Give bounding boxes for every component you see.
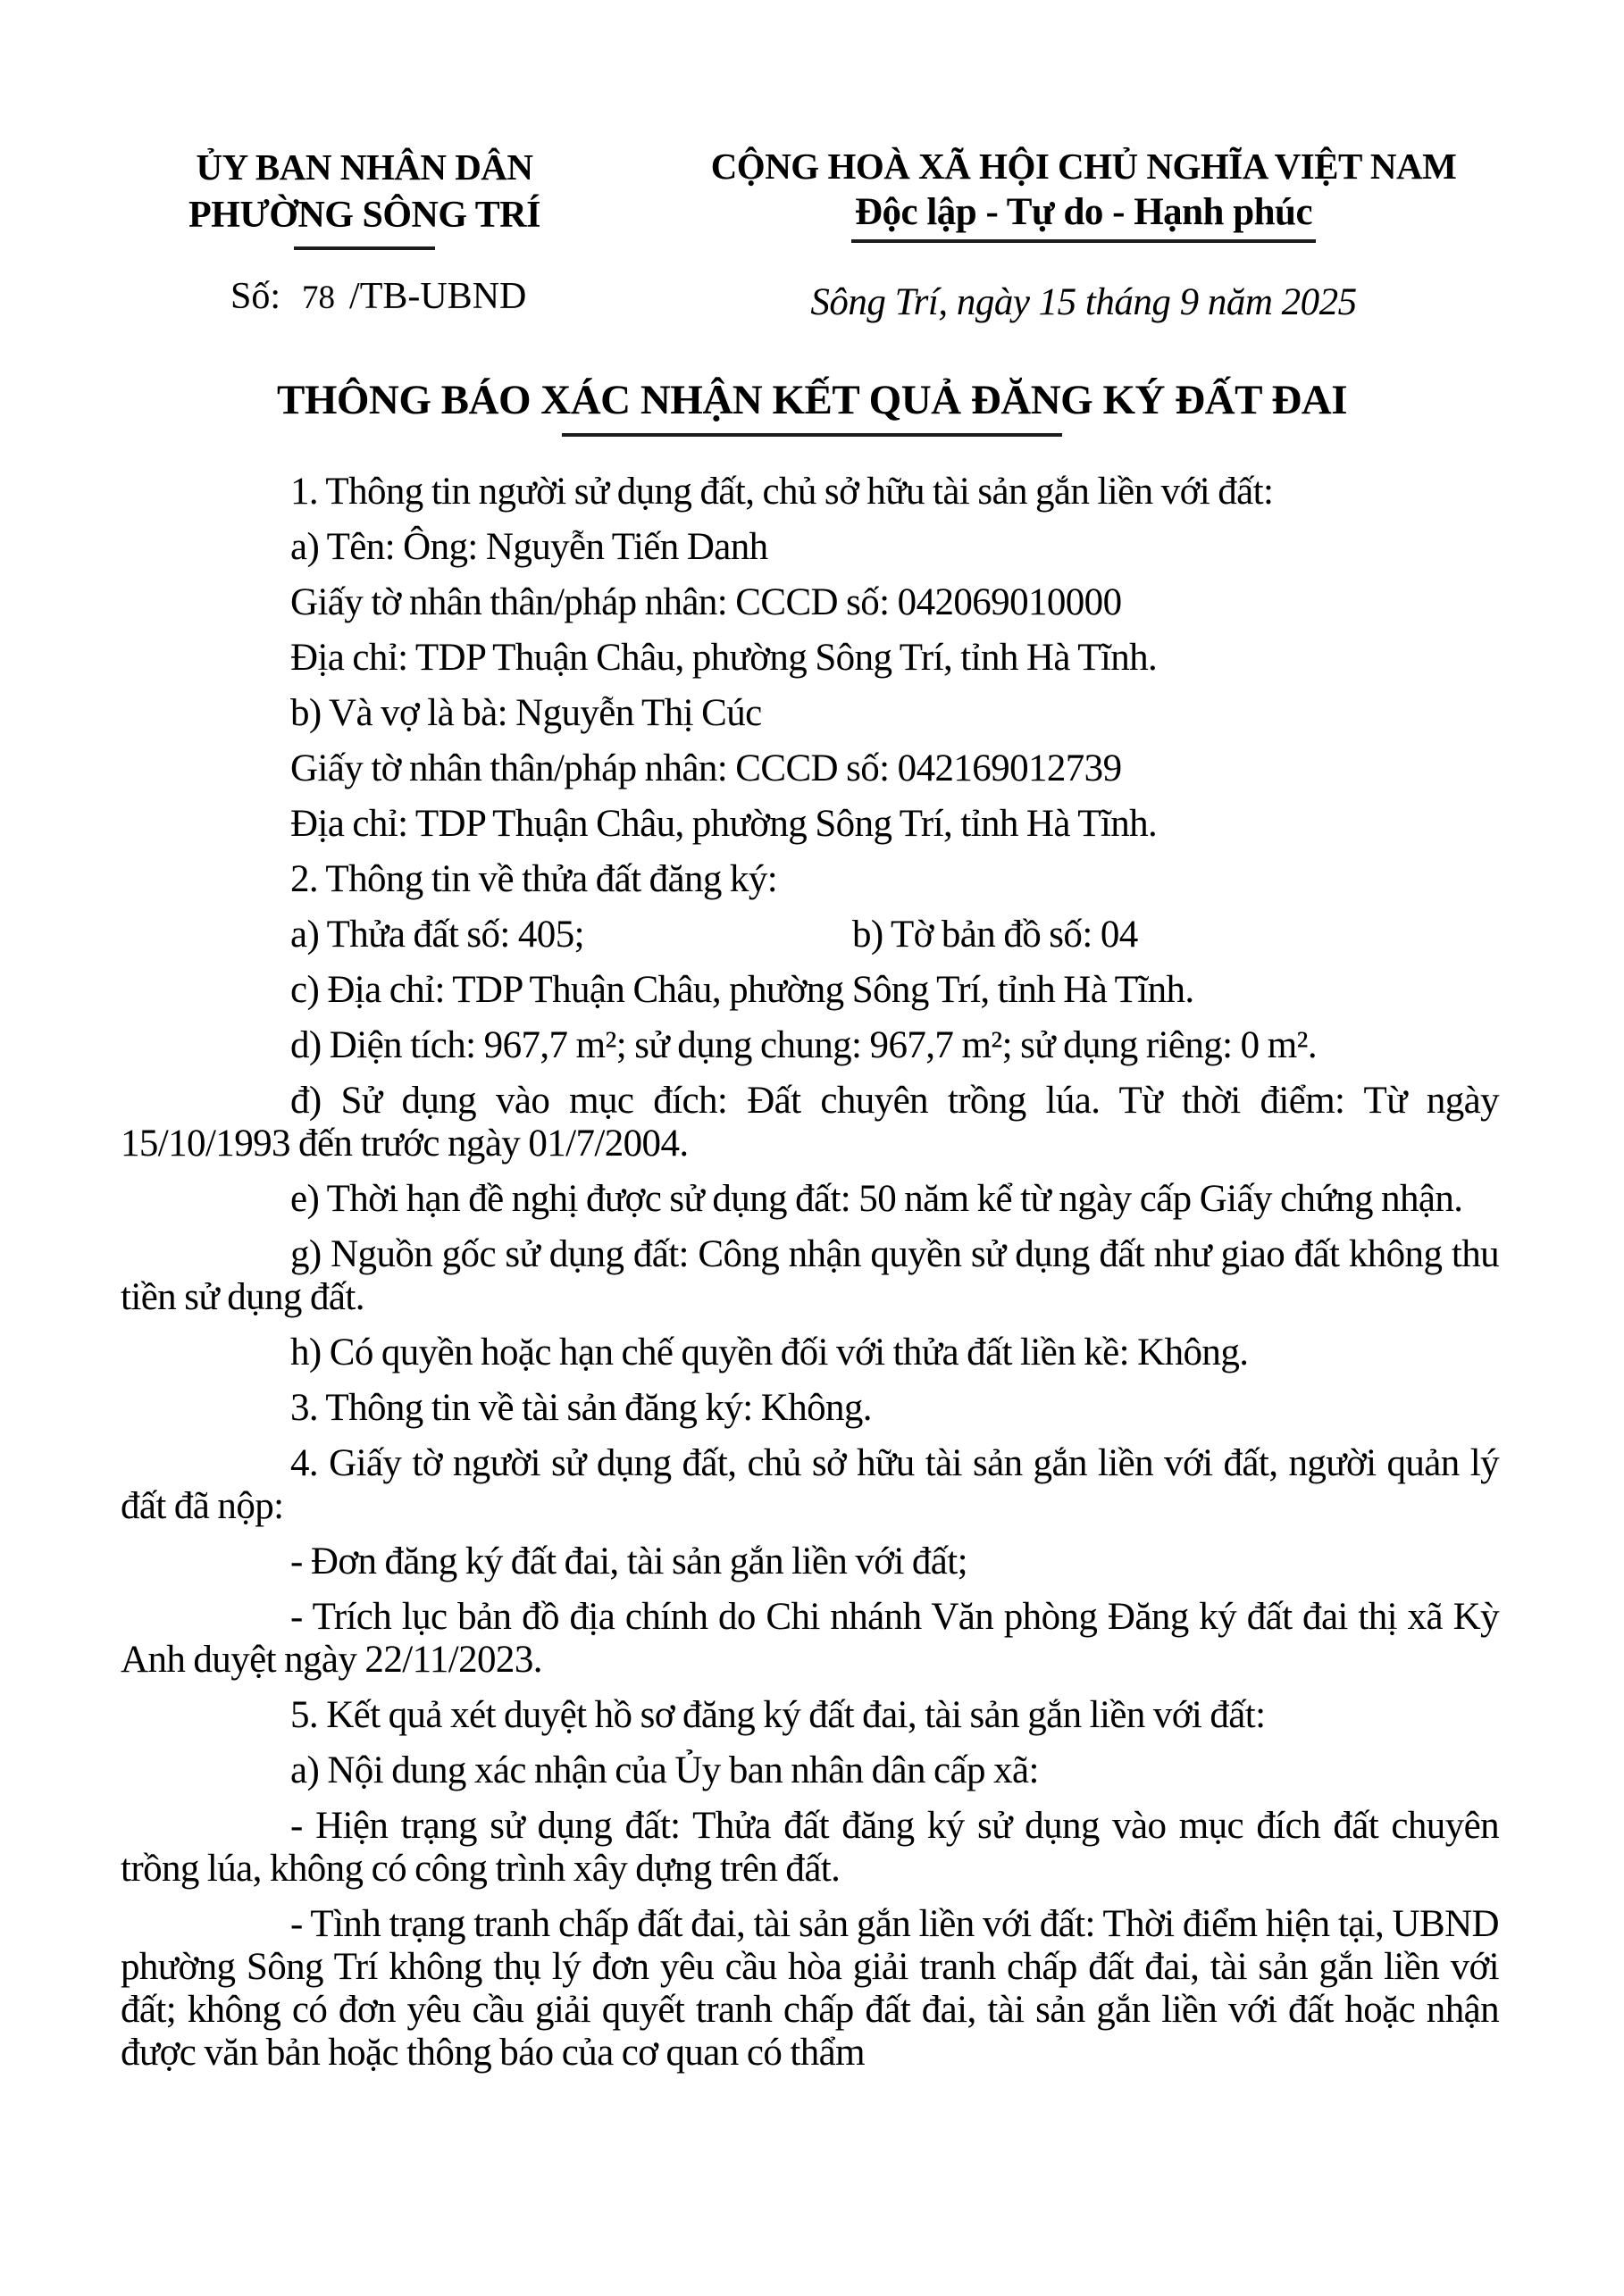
paragraph: 2. Thông tin về thửa đất đăng ký:	[290, 858, 778, 900]
issuer-underline	[294, 246, 435, 250]
paragraph: e) Thời hạn đề nghị được sử dụng đất: 50 năm kể từ ngày cấp Giấy chứng nhận.	[290, 1178, 1463, 1220]
paragraph: Địa chỉ: TDP Thuận Châu, phường Sông Trí, tỉnh Hà Tĩnh.	[290, 803, 1158, 845]
national-motto: Độc lập - Tự do - Hạnh phúc	[851, 189, 1316, 243]
map-sheet-text: b) Tờ bản đồ số: 04	[851, 914, 1138, 956]
document-number-label: Số:	[230, 276, 281, 317]
document-body	[121, 471, 1499, 2075]
document-number	[105, 275, 624, 318]
document-title: THÔNG BÁO XÁC NHẬN KẾT QUẢ ĐĂNG KÝ ĐẤT ĐAI	[276, 377, 1348, 423]
paragraph: 1. Thông tin người sử dụng đất, chủ sở hữu tài sản gắn liền với đất:	[290, 471, 1274, 513]
paragraph: a) Nội dung xác nhận của Ủy ban nhân dân cấp xã:	[290, 1749, 1039, 1791]
paragraph: - Đơn đăng ký đất đai, tài sản gắn liền với đất;	[290, 1540, 967, 1582]
paragraph: a) Tên: Ông: Nguyễn Tiến Danh	[290, 526, 768, 568]
paragraph: h) Có quyền hoặc hạn chế quyền đối với thửa đất liền kề: Không.	[290, 1332, 1249, 1373]
issuing-authority-block	[105, 143, 624, 324]
paragraph: đ) Sử dụng vào mục đích: Đất chuyên trồng lúa. Từ thời điểm: Từ ngày 15/10/1993 đến trước ngày 01/7/2004.	[121, 1080, 1499, 1165]
paragraph: 4. Giấy tờ người sử dụng đất, chủ sở hữu tài sản gắn liền với đất, người quản lý đất đã nộp:	[121, 1442, 1499, 1527]
paragraph: - Trích lục bản đồ địa chính do Chi nhánh Văn phòng Đăng ký đất đai thị xã Kỳ Anh duyệt ngày 22/11/2023.	[121, 1596, 1499, 1681]
paragraph: d) Diện tích: 967,7 m²; sử dụng chung: 967,7 m²; sử dụng riêng: 0 m².	[290, 1024, 1317, 1066]
paragraph: c) Địa chỉ: TDP Thuận Châu, phường Sông Trí, tỉnh Hà Tĩnh.	[290, 969, 1194, 1011]
paragraph: Giấy tờ nhân thân/pháp nhân: CCCD số: 042169012739	[290, 747, 1122, 789]
paragraph: Địa chỉ: TDP Thuận Châu, phường Sông Trí, tỉnh Hà Tĩnh.	[290, 637, 1158, 679]
document-number-value: 78	[302, 280, 336, 316]
national-motto-block	[673, 143, 1494, 324]
document-number-suffix: /TB-UBND	[349, 276, 527, 317]
paragraph	[121, 914, 1499, 956]
paragraph: b) Và vợ là bà: Nguyễn Thị Cúc	[290, 692, 762, 734]
parcel-number-text: a) Thửa đất số: 405;	[290, 914, 584, 956]
place-dateline: Sông Trí, ngày 15 tháng 9 năm 2025	[810, 281, 1357, 323]
title-block	[0, 376, 1624, 437]
issuer-org-name: PHƯỜNG SÔNG TRÍ	[188, 195, 540, 236]
title-underline	[562, 433, 1062, 437]
issuer-parent-org: ỦY BAN NHÂN DÂN	[196, 146, 533, 188]
document-header	[0, 0, 1624, 324]
paragraph: 5. Kết quả xét duyệt hồ sơ đăng ký đất đai, tài sản gắn liền với đất:	[290, 1694, 1266, 1736]
paragraph: g) Nguồn gốc sử dụng đất: Công nhận quyền sử dụng đất như giao đất không thu tiền sử dụng đất.	[121, 1233, 1499, 1318]
paragraph: 3. Thông tin về tài sản đăng ký: Không.	[290, 1387, 872, 1429]
national-name: CỘNG HOÀ XÃ HỘI CHỦ NGHĨA VIỆT NAM	[710, 146, 1457, 187]
paragraph: - Hiện trạng sử dụng đất: Thửa đất đăng ký sử dụng vào mục đích đất chuyên trồng lúa, không có công trình xây dựng trên đất.	[121, 1805, 1499, 1890]
paragraph: Giấy tờ nhân thân/pháp nhân: CCCD số: 042069010000	[290, 581, 1122, 623]
paragraph: - Tình trạng tranh chấp đất đai, tài sản gắn liền với đất: Thời điểm hiện tại, UBND phường Sông Trí không thụ lý đơn yêu cầu hòa giải tranh chấp đất đai, tài sản gắn liền với đất; không có đơn yêu cầu giải quyết tranh chấp đất đai, tài sản gắn liền với đất hoặc nhận được văn bản hoặc thông báo của cơ quan có thẩm	[121, 1903, 1499, 2074]
